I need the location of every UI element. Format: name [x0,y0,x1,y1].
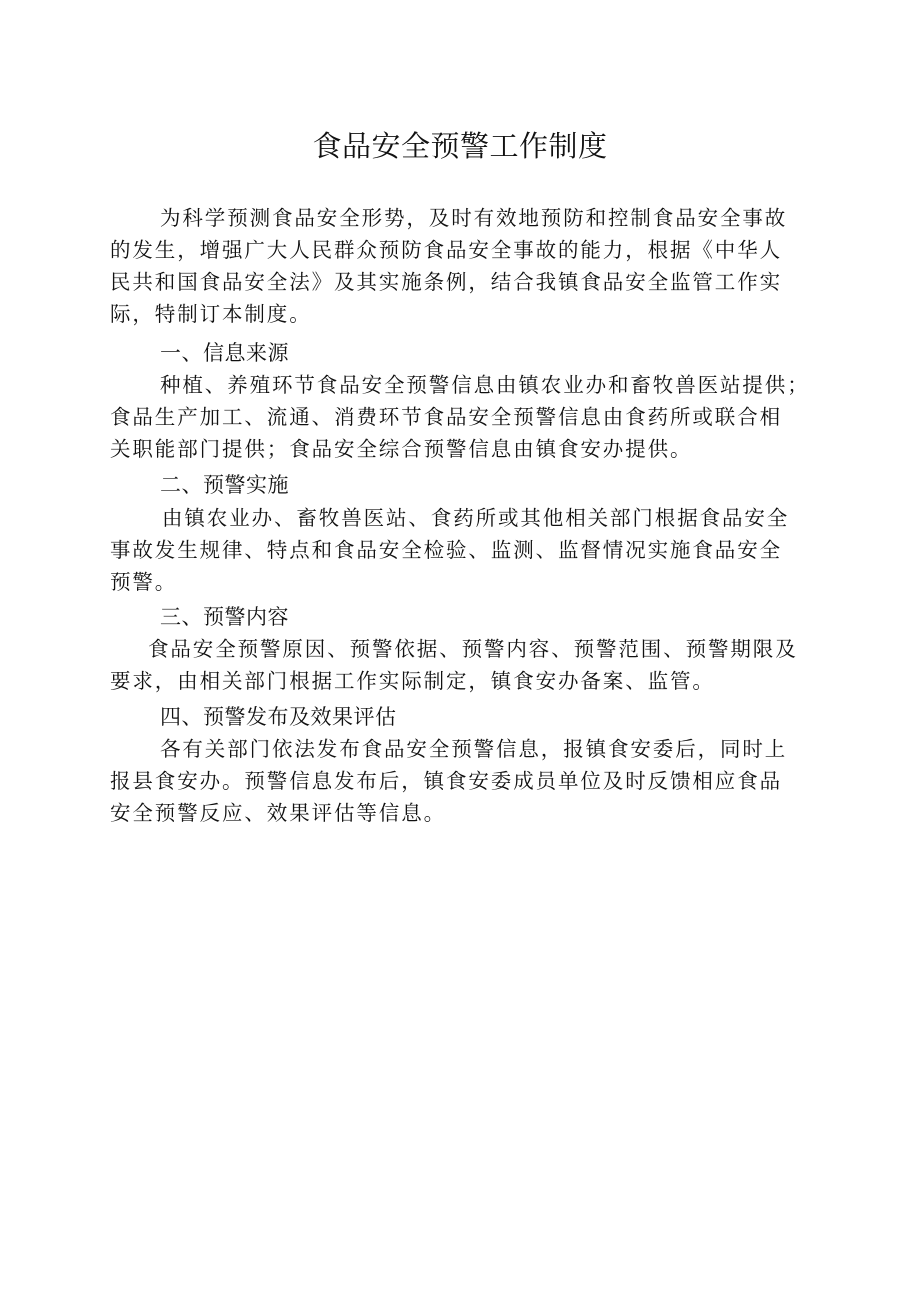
section-line: 由镇农业办、畜牧兽医站、食药所或其他相关部门根据食品安全 [162,506,790,530]
section-line: 关职能部门提供；食品安全综合预警信息由镇食安办提供。 [110,437,693,461]
section-heading-warning-implementation: 二、预警实施 [160,473,289,497]
section-line: 事故发生规律、特点和食品安全检验、监测、监督情况实施食品安全 [110,538,782,562]
section-heading-release-and-evaluation: 四、预警发布及效果评估 [160,705,397,729]
intro-line: 际，特制订本制度。 [110,302,312,326]
section-heading-warning-content: 三、预警内容 [160,605,289,629]
section-line: 预警。 [110,570,178,594]
intro-line: 民共和国食品安全法》及其实施条例，结合我镇食品安全监管工作实 [110,270,782,294]
intro-line: 的发生，增强广大人民群众预防食品安全事故的能力，根据《中华人 [110,238,782,262]
section-line: 各有关部门依法发布食品安全预警信息，报镇食安委后，同时上 [160,737,788,761]
section-line: 要求，由相关部门根据工作实际制定，镇食安办备案、监管。 [110,669,715,693]
section-heading-info-source: 一、信息来源 [160,341,289,365]
document-title: 食品安全预警工作制度 [312,129,608,163]
section-line: 报县食安办。预警信息发布后，镇食安委成员单位及时反馈相应食品 [110,769,782,793]
section-line: 安全预警反应、效果评估等信息。 [110,801,446,825]
section-line: 食品安全预警原因、预警依据、预警内容、预警范围、预警期限及 [148,637,798,661]
intro-line: 为科学预测食品安全形势，及时有效地预防和控制食品安全事故 [160,206,788,230]
section-line: 种植、养殖环节食品安全预警信息由镇农业办和畜牧兽医站提供； [160,373,810,397]
section-line: 食品生产加工、流通、消费环节食品安全预警信息由食药所或联合相 [110,405,782,429]
